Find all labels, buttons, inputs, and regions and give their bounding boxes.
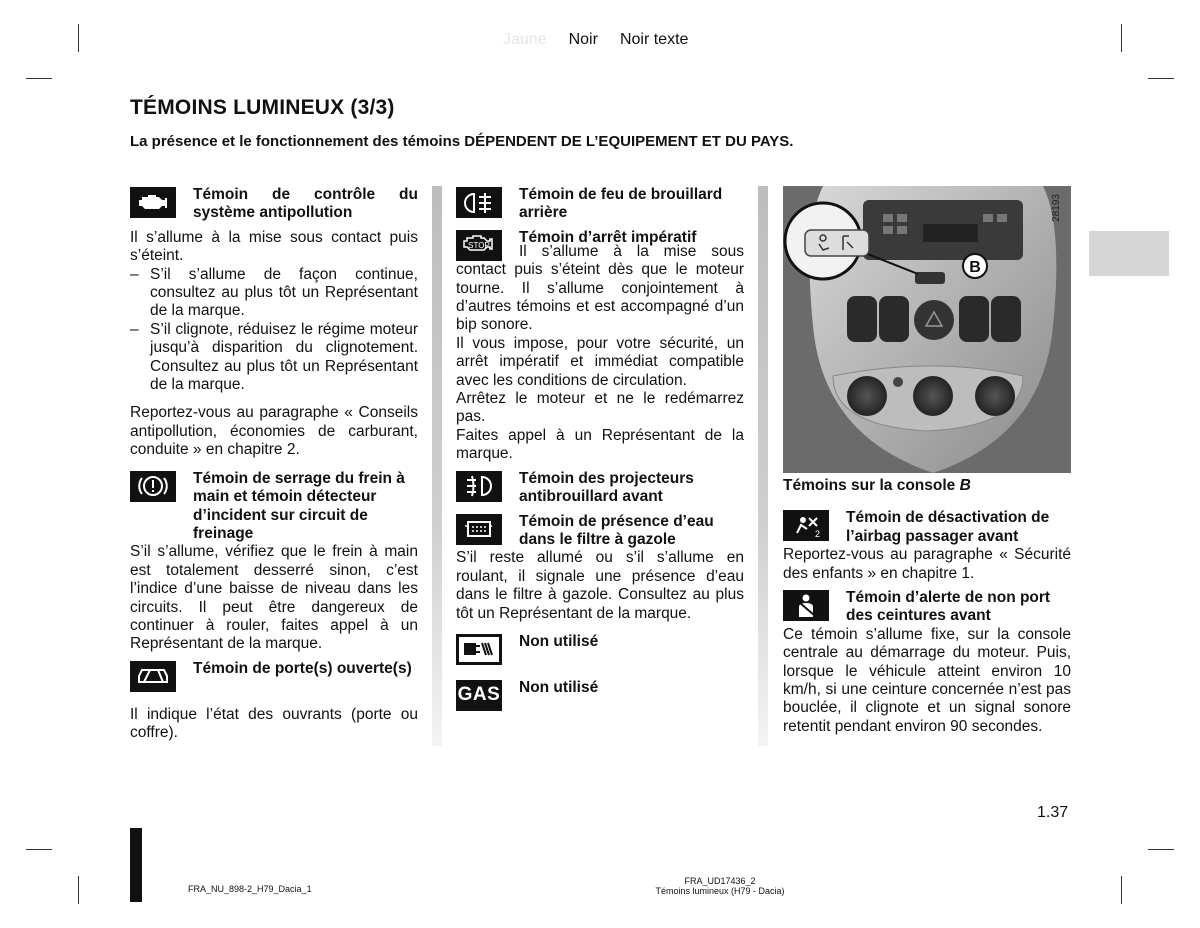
section-tab-marker — [1089, 231, 1169, 276]
entry-title: Non utilisé — [519, 678, 599, 696]
entry-title: Témoin de présence d’eau dans le filtre à gazole — [519, 512, 714, 548]
water-filter-icon — [456, 514, 502, 545]
entry-unused-2 — [456, 679, 744, 711]
crop-mark — [26, 849, 52, 850]
entry-door — [130, 660, 418, 692]
entry-title: Témoin d’arrêt impératif — [519, 228, 697, 246]
page-title: TÉMOINS LUMINEUX (3/3) — [130, 96, 395, 119]
entry-unused-1 — [456, 633, 744, 665]
photo-label-b: B — [969, 259, 981, 276]
paragraph: S’il reste allumé ou s’il s’allume en roulant, il signale une présence d’eau dans le filtre à gazole. Consultez au plus tôt un Représentant de la marque. — [456, 549, 744, 622]
page-number: 1.37 — [1037, 804, 1069, 821]
door-open-icon — [130, 661, 176, 692]
entry-brake — [130, 470, 418, 544]
engine-icon — [130, 187, 176, 218]
gas-icon — [456, 680, 502, 711]
paragraph: Il s’allume à la mise sous contact puis s’éteint dès que le moteur tourne. Il s’allume conjointement à d’autres témoins et est accompagné d’un bip sonore. — [456, 242, 744, 334]
paragraph: Faites appel à un Représentant de la marque. — [456, 426, 744, 463]
entry-title: Témoin de feu de brouillard arrière — [519, 186, 723, 222]
stop-icon-text: STOP — [468, 241, 490, 251]
crop-mark — [1121, 24, 1122, 52]
label-jaune: Jaune — [503, 31, 547, 48]
paragraph: Arrêtez le moteur et ne le redémarrez pas. — [456, 390, 744, 426]
entry-seatbelt — [783, 589, 1071, 626]
column-3 — [783, 186, 1071, 736]
entry-title: Non utilisé — [519, 632, 599, 650]
paragraph: S’il s’allume, vérifiez que le frein à main est totalement desserré sinon, c’est l’indice d’une baisse de niveau dans les circuits. Il peut être dangereux de continuer à rouler, faites appel à un Représentant de la marque. — [130, 543, 418, 653]
column-1 — [130, 186, 418, 743]
photo-reference-number: 28193 — [1051, 194, 1062, 222]
page-subtitle: La présence et le fonctionnement des témoins DÉPENDENT DE L’EQUIPEMENT ET DU PAYS. — [130, 133, 794, 150]
column-2 — [456, 186, 744, 711]
entry-title: Témoin de serrage du frein à main et témoin détecteur d’incident sur circuit de freinage — [193, 469, 405, 542]
entry-rear-fog — [456, 186, 744, 223]
paragraph: Ce témoin s’allume fixe, sur la console centrale au démarrage du moteur. Puis, lorsque le véhicule atteint environ 10 km/h, si une ceinture concernée n’est pas bouclée, il clignote et un signal sonore retentit pendant environ 90 secondes. — [783, 625, 1071, 735]
footer-left-ref: FRA_NU_898-2_H79_Dacia_1 — [188, 884, 312, 894]
color-separation-labels — [503, 31, 688, 49]
label-noir-texte: Noir texte — [619, 31, 689, 48]
entry-title: Témoin des projecteurs antibrouillard avant — [519, 469, 694, 506]
entry-title: Témoin de porte(s) ouverte(s) — [193, 659, 412, 677]
seatbelt-icon — [783, 590, 829, 621]
stop-icon — [456, 230, 502, 261]
paragraph: Reportez-vous au paragraphe « Conseils antipollution, économies de carburant, conduite » en chapitre 2. — [130, 404, 418, 459]
svg-text:2: 2 — [815, 528, 821, 539]
footer-center-line2: Témoins lumineux (H79 - Dacia) — [655, 886, 785, 896]
brake-icon — [130, 471, 176, 502]
crop-mark — [78, 876, 79, 904]
console-photo — [783, 186, 1071, 473]
paragraph: Il s’allume à la mise sous contact puis s’éteint. — [130, 228, 418, 265]
entry-airbag — [783, 509, 1071, 546]
crop-mark — [1148, 849, 1174, 850]
crop-mark — [1121, 876, 1122, 904]
paragraph: Il vous impose, pour votre sécurité, un arrêt impératif et immédiat compatible avec les conditions de circulation. — [456, 334, 744, 389]
caption-letter: B — [959, 477, 971, 494]
footer-center-ref — [600, 876, 840, 896]
list-item: – S’il s’allume de façon continue, consultez au plus tôt un Représentant de la marque. — [130, 266, 418, 321]
column-separator — [432, 186, 442, 746]
front-fog-icon — [456, 471, 502, 502]
gas-icon-text: GAS — [457, 684, 501, 706]
entry-title: Témoin de contrôle du système antipollution — [193, 186, 418, 222]
column-separator — [758, 186, 768, 746]
airbag-off-icon — [783, 510, 829, 541]
entry-antipollution — [130, 186, 418, 223]
caption-text: Témoins sur la console — [783, 477, 960, 494]
paragraph: Reportez-vous au paragraphe « Sécurité des enfants » en chapitre 1. — [783, 546, 1071, 582]
entry-water-filter — [456, 513, 744, 550]
photo-caption — [783, 477, 1071, 495]
footer-center-line1: FRA_UD17436_2 — [684, 876, 756, 886]
entry-title: Témoin d’alerte de non port des ceintures avant — [846, 589, 1051, 625]
fuel-cut-icon — [456, 634, 502, 665]
paragraph: Il indique l’état des ouvrants (porte ou coffre). — [130, 705, 418, 742]
entry-front-fog — [456, 470, 744, 507]
crop-mark — [26, 78, 52, 79]
list-item: – S’il clignote, réduisez le régime moteur jusqu’à disparition du clignotement. Consultez au plus tôt un Représentant de la marque. — [130, 321, 418, 395]
crop-mark — [1148, 78, 1174, 79]
entry-title: Témoin de désactivation de l’airbag passager avant — [846, 509, 1050, 545]
rear-fog-icon — [456, 187, 502, 218]
black-bar — [130, 828, 142, 902]
crop-mark — [78, 24, 79, 52]
bullet-list — [130, 266, 418, 395]
label-noir: Noir — [568, 31, 598, 48]
